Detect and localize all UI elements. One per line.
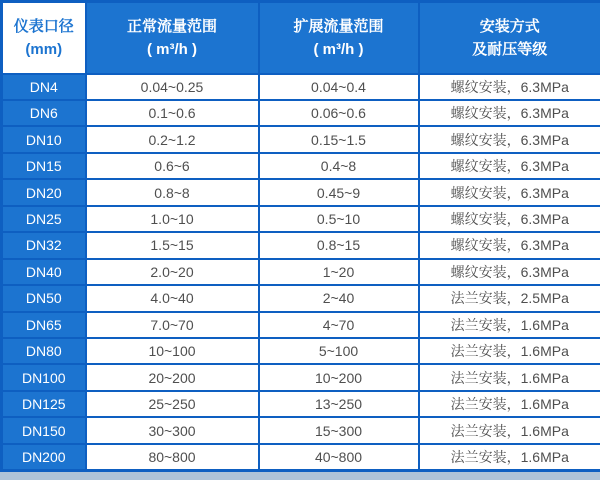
extended-range-cell: 0.06~0.6 xyxy=(259,100,419,126)
table-row xyxy=(2,338,600,364)
table-row xyxy=(2,285,600,311)
normal-range-cell: 0.04~0.25 xyxy=(86,74,259,100)
installation-cell: 法兰安装，1.6MPa xyxy=(419,444,600,471)
table-row xyxy=(2,153,600,179)
diameter-cell: DN40 xyxy=(2,259,86,285)
header-installation-line1: 安装方式 xyxy=(479,17,540,35)
header-extended-line2: ( m³/h ) xyxy=(313,40,364,58)
extended-range-cell: 15~300 xyxy=(259,417,419,443)
diameter-cell: DN4 xyxy=(2,74,86,100)
extended-range-cell: 0.8~15 xyxy=(259,232,419,258)
extended-range-cell: 13~250 xyxy=(259,391,419,417)
table-row xyxy=(2,179,600,205)
diameter-cell: DN125 xyxy=(2,391,86,417)
normal-range-cell: 0.2~1.2 xyxy=(86,126,259,152)
installation-cell: 螺纹安装，6.3MPa xyxy=(419,153,600,179)
table-row xyxy=(2,126,600,152)
diameter-cell: DN100 xyxy=(2,364,86,390)
normal-range-cell: 0.6~6 xyxy=(86,153,259,179)
diameter-cell: DN80 xyxy=(2,338,86,364)
normal-range-cell: 2.0~20 xyxy=(86,259,259,285)
table-row xyxy=(2,417,600,443)
installation-cell: 螺纹安装，6.3MPa xyxy=(419,100,600,126)
extended-range-cell: 4~70 xyxy=(259,312,419,338)
table-header-row xyxy=(2,2,600,74)
extended-range-cell: 0.04~0.4 xyxy=(259,74,419,100)
diameter-cell: DN65 xyxy=(2,312,86,338)
normal-range-cell: 1.5~15 xyxy=(86,232,259,258)
installation-cell: 螺纹安装，6.3MPa xyxy=(419,179,600,205)
installation-cell: 螺纹安装，6.3MPa xyxy=(419,232,600,258)
bottom-strip xyxy=(0,472,600,480)
header-cell-installation xyxy=(419,2,600,74)
table-row xyxy=(2,364,600,390)
table-row xyxy=(2,391,600,417)
table-row xyxy=(2,74,600,100)
extended-range-cell: 40~800 xyxy=(259,444,419,471)
extended-range-cell: 0.4~8 xyxy=(259,153,419,179)
normal-range-cell: 10~100 xyxy=(86,338,259,364)
normal-range-cell: 7.0~70 xyxy=(86,312,259,338)
installation-cell: 法兰安装，1.6MPa xyxy=(419,312,600,338)
table-row xyxy=(2,259,600,285)
diameter-cell: DN32 xyxy=(2,232,86,258)
diameter-cell: DN6 xyxy=(2,100,86,126)
header-cell-extended-range xyxy=(259,2,419,74)
diameter-cell: DN15 xyxy=(2,153,86,179)
diameter-cell: DN150 xyxy=(2,417,86,443)
installation-cell: 法兰安装，1.6MPa xyxy=(419,417,600,443)
diameter-cell: DN25 xyxy=(2,206,86,232)
installation-cell: 法兰安装，1.6MPa xyxy=(419,391,600,417)
normal-range-cell: 25~250 xyxy=(86,391,259,417)
extended-range-cell: 2~40 xyxy=(259,285,419,311)
header-cell-diameter xyxy=(2,2,86,74)
extended-range-cell: 0.45~9 xyxy=(259,179,419,205)
table-row xyxy=(2,232,600,258)
diameter-cell: DN50 xyxy=(2,285,86,311)
extended-range-cell: 5~100 xyxy=(259,338,419,364)
table-row xyxy=(2,444,600,471)
header-diameter-line2: (mm) xyxy=(25,40,63,58)
extended-range-cell: 0.15~1.5 xyxy=(259,126,419,152)
table-body xyxy=(2,74,600,471)
header-normal-line2: ( m³/h ) xyxy=(147,40,197,58)
header-normal-line1: 正常流量范围 xyxy=(126,17,217,35)
diameter-cell: DN10 xyxy=(2,126,86,152)
installation-cell: 法兰安装，1.6MPa xyxy=(419,338,600,364)
normal-range-cell: 4.0~40 xyxy=(86,285,259,311)
extended-range-cell: 1~20 xyxy=(259,259,419,285)
normal-range-cell: 80~800 xyxy=(86,444,259,471)
installation-cell: 法兰安装，2.5MPa xyxy=(419,285,600,311)
normal-range-cell: 20~200 xyxy=(86,364,259,390)
table-row xyxy=(2,206,600,232)
header-installation-line2: 及耐压等级 xyxy=(472,40,548,58)
installation-cell: 法兰安装，1.6MPa xyxy=(419,364,600,390)
normal-range-cell: 1.0~10 xyxy=(86,206,259,232)
table-row xyxy=(2,100,600,126)
extended-range-cell: 10~200 xyxy=(259,364,419,390)
header-cell-normal-range xyxy=(86,2,259,74)
installation-cell: 螺纹安装，6.3MPa xyxy=(419,206,600,232)
normal-range-cell: 0.1~0.6 xyxy=(86,100,259,126)
installation-cell: 螺纹安装，6.3MPa xyxy=(419,126,600,152)
extended-range-cell: 0.5~10 xyxy=(259,206,419,232)
normal-range-cell: 0.8~8 xyxy=(86,179,259,205)
table-row xyxy=(2,312,600,338)
installation-cell: 螺纹安装，6.3MPa xyxy=(419,74,600,100)
normal-range-cell: 30~300 xyxy=(86,417,259,443)
header-extended-line1: 扩展流量范围 xyxy=(293,17,384,35)
diameter-cell: DN200 xyxy=(2,444,86,471)
installation-cell: 螺纹安装，6.3MPa xyxy=(419,259,600,285)
header-diameter-line1: 仪表口径 xyxy=(13,17,74,35)
diameter-cell: DN20 xyxy=(2,179,86,205)
